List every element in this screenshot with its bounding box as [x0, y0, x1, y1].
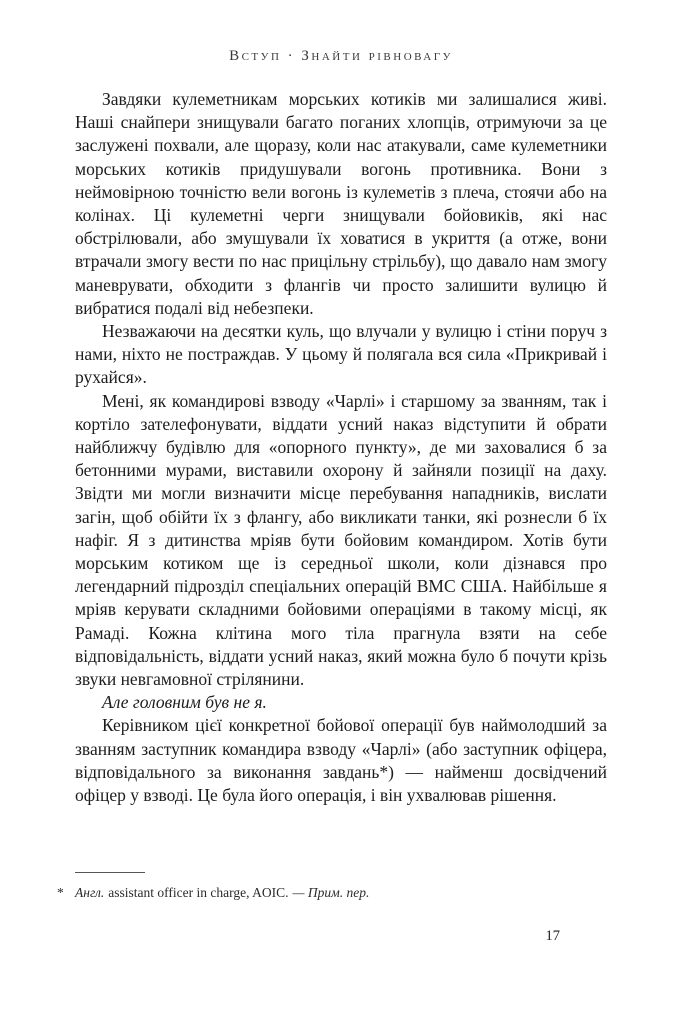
footnote-translator-note: — Прим. пер.	[292, 885, 370, 900]
footnote-marker: *	[57, 885, 64, 900]
footnote-block	[57, 872, 607, 901]
footnote-language-label: Англ.	[75, 885, 105, 900]
footnote	[57, 884, 607, 901]
page-number: 17	[545, 928, 560, 944]
paragraph: Мені, як командирові взводу «Чарлі» і старшому за званням, так і кортіло зателефонувати, віддати усний наказ відступити й обрати найближчу будівлю для «опорного пункту», де ми заховалися б за бетонними мурами, виставили охорону й зайняли позиції на даху. Звідти ми могли визначити місце перебування нападників, вислати загін, щоб обійти їх з флангу, або викликати танки, які рознесли б їх нафіг. Я з дитинства мріяв бути бойовим командиром. Хотів бути морським котиком ще із середньої школи, коли дізнався про легендарний підрозділ спеціальних операцій ВМС США. Найбільше я мріяв керувати складними бойовими операціями в такому місці, як Рамаді. Кожна клітина мого тіла прагнула взяти на себе відповідальність, віддати усний наказ, який можна було б почути крізь звуки невгамовної стрілянини.	[75, 390, 607, 690]
paragraph: Завдяки кулеметникам морських котиків ми залишалися живі. Наші снайпери знищували багато поганих хлопців, отримуючи за це заслужені похвали, але щоразу, коли нас атакували, саме кулеметники морських котиків придушували вогонь противника. Вони з неймовірною точністю вели вогонь із кулеметів з плеча, стоячи або на колінах. Ці кулеметні черги знищували бойовиків, які нас обстрілювали, або змушували їх ховатися в укриття (а отже, вони втрачали змогу вести по нас прицільну стрільбу), що давало нам змогу маневрувати, обходити з флангів чи просто залишити вулицю й вибратися подалі від небезпеки.	[75, 89, 607, 318]
paragraph: Керівником цієї конкретної бойової операції був наймолодший за званням заступник командира взводу «Чарлі» (або заступник офіцера, відповідального за виконання завдань*) — найменш досвідчений офіцер у взводі. Це була його операція, і він ухвалював рішення.	[75, 715, 607, 806]
footnote-divider	[75, 872, 145, 873]
running-header: Вступ · Знайти рівновагу	[229, 48, 453, 64]
body-text	[75, 88, 607, 807]
emphasis-paragraph: Але головним був не я.	[102, 692, 267, 713]
footnote-text: assistant officer in charge, AOIC.	[108, 885, 289, 900]
paragraph: Незважаючи на десятки куль, що влучали у вулицю і стіни поруч з нами, ніхто не постраждав. У цьому й полягала вся сила «Прикривай і рухайся».	[75, 321, 607, 388]
